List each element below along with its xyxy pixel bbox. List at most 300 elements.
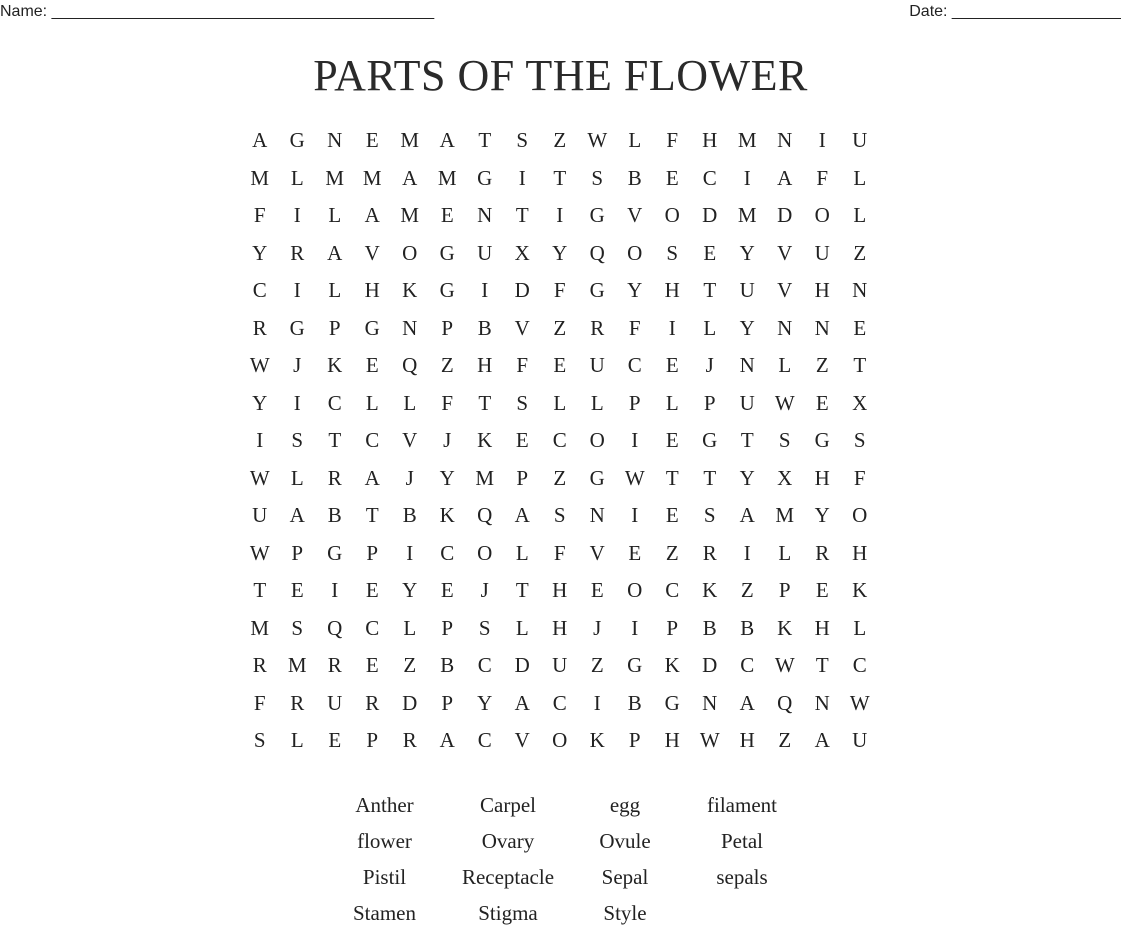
- grid-letter[interactable]: W: [849, 690, 870, 715]
- grid-letter[interactable]: O: [627, 240, 643, 265]
- name-field[interactable]: Name: ___________________________________________: [0, 3, 435, 20]
- grid-letter[interactable]: N: [814, 690, 830, 715]
- grid-letter[interactable]: I: [631, 428, 639, 453]
- grid-letter[interactable]: R: [590, 315, 605, 340]
- grid-letter[interactable]: Z: [553, 315, 567, 340]
- grid-letter[interactable]: E: [365, 128, 379, 153]
- grid-letter[interactable]: C: [552, 428, 567, 453]
- grid-letter[interactable]: M: [325, 165, 345, 190]
- grid-letter[interactable]: H: [814, 278, 830, 303]
- grid-letter[interactable]: A: [814, 728, 830, 753]
- grid-letter[interactable]: G: [589, 278, 605, 303]
- grid-letter[interactable]: C: [252, 278, 267, 303]
- grid-letter[interactable]: T: [365, 503, 379, 528]
- grid-letter[interactable]: N: [402, 315, 418, 340]
- grid-letter[interactable]: E: [815, 578, 829, 603]
- grid-letter[interactable]: R: [327, 653, 342, 678]
- grid-letter[interactable]: R: [815, 540, 830, 565]
- grid-letter[interactable]: P: [441, 690, 454, 715]
- grid-letter[interactable]: W: [774, 390, 795, 415]
- grid-letter[interactable]: K: [664, 653, 680, 678]
- grid-letter[interactable]: E: [665, 428, 679, 453]
- grid-letter[interactable]: Y: [814, 503, 830, 528]
- grid-letter[interactable]: I: [743, 165, 751, 190]
- grid-letter[interactable]: M: [737, 203, 757, 228]
- grid-letter[interactable]: P: [441, 615, 454, 640]
- grid-letter[interactable]: J: [593, 615, 602, 640]
- grid-letter[interactable]: F: [441, 390, 454, 415]
- grid-letter[interactable]: E: [590, 578, 604, 603]
- grid-letter[interactable]: A: [777, 165, 793, 190]
- grid-letter[interactable]: I: [256, 428, 264, 453]
- grid-letter[interactable]: E: [328, 728, 342, 753]
- grid-letter[interactable]: H: [552, 578, 568, 603]
- grid-letter[interactable]: U: [252, 503, 268, 528]
- word-list-item: flower: [357, 828, 412, 853]
- grid-letter[interactable]: V: [402, 428, 418, 453]
- grid-letter[interactable]: I: [406, 540, 414, 565]
- grid-letter[interactable]: G: [814, 428, 830, 453]
- grid-letter[interactable]: E: [665, 353, 679, 378]
- grid-letter[interactable]: P: [778, 578, 791, 603]
- grid-letter[interactable]: H: [664, 728, 680, 753]
- grid-letter[interactable]: U: [739, 390, 755, 415]
- grid-letter[interactable]: O: [664, 203, 680, 228]
- grid-letter[interactable]: K: [439, 503, 455, 528]
- grid-letter[interactable]: L: [403, 615, 417, 640]
- grid-letter[interactable]: E: [703, 240, 717, 265]
- grid-letter[interactable]: Y: [739, 465, 755, 490]
- grid-letter[interactable]: A: [289, 503, 305, 528]
- grid-letter[interactable]: U: [589, 353, 605, 378]
- grid-letter[interactable]: T: [515, 203, 529, 228]
- grid-letter[interactable]: M: [775, 503, 795, 528]
- grid-letter[interactable]: M: [737, 128, 757, 153]
- word-list-item: Style: [603, 900, 647, 925]
- grid-letter[interactable]: E: [665, 503, 679, 528]
- grid-letter[interactable]: I: [631, 503, 639, 528]
- grid-letter[interactable]: M: [400, 128, 420, 153]
- grid-letter[interactable]: B: [477, 315, 492, 340]
- grid-letter[interactable]: I: [293, 278, 301, 303]
- grid-letter[interactable]: C: [852, 653, 867, 678]
- grid-letter[interactable]: W: [699, 728, 720, 753]
- grid-letter[interactable]: Q: [777, 690, 793, 715]
- grid-letter[interactable]: N: [702, 690, 718, 715]
- grid-letter[interactable]: V: [777, 240, 793, 265]
- grid-letter[interactable]: I: [293, 390, 301, 415]
- grid-letter[interactable]: Z: [665, 540, 679, 565]
- grid-letter[interactable]: L: [853, 615, 867, 640]
- grid-letter[interactable]: O: [852, 503, 868, 528]
- grid-letter[interactable]: Z: [403, 653, 417, 678]
- grid-letter[interactable]: S: [291, 428, 304, 453]
- grid-letter[interactable]: U: [852, 128, 868, 153]
- grid-letter[interactable]: N: [852, 278, 868, 303]
- grid-letter[interactable]: F: [553, 540, 566, 565]
- grid-letter[interactable]: V: [364, 240, 380, 265]
- grid-letter[interactable]: T: [478, 128, 492, 153]
- word-list-item: filament: [707, 792, 777, 817]
- grid-letter[interactable]: B: [627, 690, 642, 715]
- grid-letter[interactable]: S: [666, 240, 679, 265]
- grid-letter[interactable]: F: [628, 315, 641, 340]
- grid-letter[interactable]: A: [327, 240, 343, 265]
- grid-letter[interactable]: T: [478, 390, 492, 415]
- grid-letter[interactable]: S: [591, 165, 604, 190]
- grid-letter[interactable]: E: [628, 540, 642, 565]
- grid-letter[interactable]: C: [552, 690, 567, 715]
- grid-letter[interactable]: S: [253, 728, 266, 753]
- grid-letter[interactable]: G: [589, 465, 605, 490]
- grid-letter[interactable]: Y: [739, 315, 755, 340]
- grid-letter[interactable]: E: [365, 578, 379, 603]
- grid-letter[interactable]: Y: [402, 578, 418, 603]
- grid-letter[interactable]: V: [627, 203, 643, 228]
- grid-letter[interactable]: Q: [589, 240, 605, 265]
- grid-letter[interactable]: I: [818, 128, 826, 153]
- grid-letter[interactable]: A: [252, 128, 268, 153]
- grid-letter[interactable]: V: [514, 315, 530, 340]
- grid-letter[interactable]: H: [814, 615, 830, 640]
- grid-letter[interactable]: D: [514, 278, 530, 303]
- grid-letter[interactable]: A: [402, 165, 418, 190]
- grid-letter[interactable]: Y: [252, 240, 268, 265]
- grid-letter[interactable]: M: [437, 165, 457, 190]
- grid-letter[interactable]: S: [778, 428, 791, 453]
- grid-letter[interactable]: M: [250, 615, 270, 640]
- grid-letter[interactable]: I: [518, 165, 526, 190]
- grid-letter[interactable]: L: [703, 315, 717, 340]
- grid-letter[interactable]: T: [553, 165, 567, 190]
- grid-letter[interactable]: Q: [402, 353, 418, 378]
- grid-letter[interactable]: E: [853, 315, 867, 340]
- grid-letter[interactable]: G: [439, 240, 455, 265]
- grid-letter[interactable]: T: [740, 428, 754, 453]
- grid-letter[interactable]: T: [703, 465, 717, 490]
- grid-letter[interactable]: W: [249, 353, 270, 378]
- grid-letter[interactable]: A: [364, 203, 380, 228]
- grid-letter[interactable]: A: [739, 690, 755, 715]
- grid-letter[interactable]: M: [250, 165, 270, 190]
- grid-letter[interactable]: A: [364, 465, 380, 490]
- grid-letter[interactable]: Y: [552, 240, 568, 265]
- grid-letter[interactable]: T: [703, 278, 717, 303]
- grid-letter[interactable]: P: [366, 540, 379, 565]
- grid-letter[interactable]: B: [402, 503, 417, 528]
- grid-letter[interactable]: P: [291, 540, 304, 565]
- grid-letter[interactable]: L: [590, 390, 604, 415]
- grid-letter[interactable]: V: [589, 540, 605, 565]
- grid-letter[interactable]: A: [514, 503, 530, 528]
- grid-letter[interactable]: C: [440, 540, 455, 565]
- grid-letter[interactable]: E: [553, 353, 567, 378]
- grid-letter[interactable]: H: [814, 465, 830, 490]
- grid-letter[interactable]: P: [666, 615, 679, 640]
- grid-letter[interactable]: G: [627, 653, 643, 678]
- grid-letter[interactable]: K: [702, 578, 718, 603]
- grid-letter[interactable]: M: [475, 465, 495, 490]
- grid-letter[interactable]: C: [365, 615, 380, 640]
- grid-letter[interactable]: E: [290, 578, 304, 603]
- grid-letter[interactable]: I: [593, 690, 601, 715]
- grid-letter[interactable]: G: [664, 690, 680, 715]
- grid-letter[interactable]: I: [743, 540, 751, 565]
- grid-letter[interactable]: J: [405, 465, 414, 490]
- grid-letter[interactable]: C: [365, 428, 380, 453]
- grid-letter[interactable]: B: [702, 615, 717, 640]
- grid-letter[interactable]: E: [365, 653, 379, 678]
- grid-letter[interactable]: N: [327, 128, 343, 153]
- grid-letter[interactable]: T: [853, 353, 867, 378]
- grid-letter[interactable]: N: [777, 128, 793, 153]
- grid-letter[interactable]: O: [477, 540, 493, 565]
- grid-letter[interactable]: K: [852, 578, 868, 603]
- grid-letter[interactable]: L: [853, 203, 867, 228]
- grid-letter[interactable]: G: [702, 428, 718, 453]
- word-list-item: Petal: [721, 828, 763, 853]
- grid-letter[interactable]: Z: [553, 465, 567, 490]
- grid-letter[interactable]: B: [740, 615, 755, 640]
- grid-letter[interactable]: G: [439, 278, 455, 303]
- grid-letter[interactable]: G: [477, 165, 493, 190]
- grid-letter[interactable]: M: [362, 165, 382, 190]
- grid-letter[interactable]: U: [327, 690, 343, 715]
- grid-letter[interactable]: H: [664, 278, 680, 303]
- grid-letter[interactable]: K: [402, 278, 418, 303]
- grid-letter[interactable]: I: [293, 203, 301, 228]
- grid-letter[interactable]: Q: [477, 503, 493, 528]
- grid-letter[interactable]: S: [291, 615, 304, 640]
- grid-letter[interactable]: Z: [815, 353, 829, 378]
- grid-letter[interactable]: G: [289, 128, 305, 153]
- grid-letter[interactable]: G: [589, 203, 605, 228]
- grid-letter[interactable]: S: [853, 428, 866, 453]
- grid-letter[interactable]: Y: [252, 390, 268, 415]
- grid-letter[interactable]: D: [702, 653, 718, 678]
- grid-letter[interactable]: S: [516, 128, 529, 153]
- grid-letter[interactable]: W: [249, 465, 270, 490]
- grid-letter[interactable]: S: [516, 390, 529, 415]
- grid-letter[interactable]: G: [327, 540, 343, 565]
- grid-letter[interactable]: P: [366, 728, 379, 753]
- grid-letter[interactable]: L: [403, 390, 417, 415]
- grid-letter[interactable]: C: [702, 165, 717, 190]
- word-list: [322, 787, 803, 931]
- grid-letter[interactable]: L: [553, 390, 567, 415]
- grid-letter[interactable]: N: [477, 203, 493, 228]
- grid-letter[interactable]: D: [777, 203, 793, 228]
- grid-letter[interactable]: O: [552, 728, 568, 753]
- grid-letter[interactable]: E: [665, 165, 679, 190]
- grid-letter[interactable]: R: [252, 653, 267, 678]
- grid-letter[interactable]: C: [740, 653, 755, 678]
- grid-letter[interactable]: F: [666, 128, 679, 153]
- grid-letter[interactable]: W: [624, 465, 645, 490]
- grid-letter[interactable]: L: [365, 390, 379, 415]
- grid-letter[interactable]: L: [778, 353, 792, 378]
- grid-letter[interactable]: P: [328, 315, 341, 340]
- grid-letter[interactable]: L: [290, 728, 304, 753]
- word-list-item: Stamen: [353, 900, 416, 925]
- grid-letter[interactable]: O: [589, 428, 605, 453]
- grid-letter[interactable]: D: [514, 653, 530, 678]
- grid-letter[interactable]: V: [514, 728, 530, 753]
- grid-letter[interactable]: F: [253, 203, 266, 228]
- grid-letter[interactable]: J: [443, 428, 452, 453]
- grid-letter[interactable]: H: [702, 128, 718, 153]
- grid-letter[interactable]: R: [327, 465, 342, 490]
- word-list-item: Ovule: [599, 828, 651, 853]
- grid-letter[interactable]: K: [477, 428, 493, 453]
- grid-letter[interactable]: A: [439, 728, 455, 753]
- grid-letter[interactable]: X: [852, 390, 868, 415]
- grid-letter[interactable]: L: [328, 278, 342, 303]
- grid-letter[interactable]: R: [290, 240, 305, 265]
- grid-letter[interactable]: F: [253, 690, 266, 715]
- grid-letter[interactable]: R: [290, 690, 305, 715]
- page-title: PARTS OF THE FLOWER: [313, 51, 808, 100]
- grid-letter[interactable]: Y: [439, 465, 455, 490]
- grid-letter[interactable]: L: [290, 465, 304, 490]
- grid-letter[interactable]: K: [777, 615, 793, 640]
- grid-letter[interactable]: A: [439, 128, 455, 153]
- grid-letter[interactable]: Y: [627, 278, 643, 303]
- grid-letter[interactable]: J: [293, 353, 302, 378]
- grid-letter[interactable]: V: [777, 278, 793, 303]
- grid-letter[interactable]: E: [815, 390, 829, 415]
- grid-letter[interactable]: G: [364, 315, 380, 340]
- grid-letter[interactable]: Z: [590, 653, 604, 678]
- grid-letter[interactable]: R: [702, 540, 717, 565]
- grid-letter[interactable]: Z: [740, 578, 754, 603]
- grid-letter[interactable]: M: [287, 653, 307, 678]
- grid-letter[interactable]: E: [440, 578, 454, 603]
- grid-letter[interactable]: Y: [477, 690, 493, 715]
- grid-letter[interactable]: U: [852, 728, 868, 753]
- grid-letter[interactable]: N: [814, 315, 830, 340]
- grid-letter[interactable]: W: [587, 128, 608, 153]
- grid-letter[interactable]: R: [252, 315, 267, 340]
- grid-letter[interactable]: L: [328, 203, 342, 228]
- grid-letter[interactable]: L: [290, 165, 304, 190]
- grid-letter[interactable]: A: [739, 503, 755, 528]
- grid-letter[interactable]: Z: [853, 240, 867, 265]
- grid-letter[interactable]: F: [816, 165, 829, 190]
- grid-letter[interactable]: Z: [553, 128, 567, 153]
- grid-letter[interactable]: X: [777, 465, 793, 490]
- grid-letter[interactable]: L: [778, 540, 792, 565]
- grid-letter[interactable]: Z: [440, 353, 454, 378]
- grid-letter[interactable]: Y: [739, 240, 755, 265]
- grid-letter[interactable]: H: [477, 353, 493, 378]
- grid-letter[interactable]: I: [631, 615, 639, 640]
- grid-letter[interactable]: D: [702, 203, 718, 228]
- grid-letter[interactable]: X: [514, 240, 530, 265]
- grid-letter[interactable]: I: [556, 203, 564, 228]
- grid-letter[interactable]: C: [477, 653, 492, 678]
- grid-letter[interactable]: H: [852, 540, 868, 565]
- grid-letter[interactable]: A: [514, 690, 530, 715]
- grid-letter[interactable]: B: [627, 165, 642, 190]
- grid-letter[interactable]: N: [589, 503, 605, 528]
- grid-letter[interactable]: E: [365, 353, 379, 378]
- grid-letter[interactable]: L: [628, 128, 642, 153]
- grid-letter[interactable]: W: [249, 540, 270, 565]
- grid-letter[interactable]: B: [327, 503, 342, 528]
- grid-letter[interactable]: P: [628, 390, 641, 415]
- grid-letter[interactable]: W: [774, 653, 795, 678]
- grid-letter[interactable]: C: [477, 728, 492, 753]
- grid-letter[interactable]: E: [515, 428, 529, 453]
- grid-letter[interactable]: U: [814, 240, 830, 265]
- grid-letter[interactable]: R: [402, 728, 417, 753]
- grid-letter[interactable]: I: [481, 278, 489, 303]
- grid-letter[interactable]: H: [739, 728, 755, 753]
- grid-letter[interactable]: J: [480, 578, 489, 603]
- grid-letter[interactable]: K: [327, 353, 343, 378]
- grid-letter[interactable]: G: [289, 315, 305, 340]
- grid-letter[interactable]: E: [440, 203, 454, 228]
- grid-letter[interactable]: S: [478, 615, 491, 640]
- grid-letter[interactable]: Z: [778, 728, 792, 753]
- grid-letter[interactable]: U: [739, 278, 755, 303]
- grid-letter[interactable]: I: [668, 315, 676, 340]
- grid-letter[interactable]: S: [553, 503, 566, 528]
- grid-letter[interactable]: L: [515, 615, 529, 640]
- grid-letter[interactable]: L: [665, 390, 679, 415]
- grid-letter[interactable]: O: [402, 240, 418, 265]
- grid-letter[interactable]: T: [665, 465, 679, 490]
- grid-letter[interactable]: F: [516, 353, 529, 378]
- grid-letter[interactable]: P: [703, 390, 716, 415]
- grid-letter[interactable]: I: [331, 578, 339, 603]
- grid-letter[interactable]: R: [365, 690, 380, 715]
- grid-letter[interactable]: C: [627, 353, 642, 378]
- grid-letter[interactable]: J: [705, 353, 714, 378]
- grid-letter[interactable]: N: [777, 315, 793, 340]
- grid-letter[interactable]: T: [253, 578, 267, 603]
- grid-letter[interactable]: K: [589, 728, 605, 753]
- grid-letter[interactable]: P: [441, 315, 454, 340]
- grid-letter[interactable]: M: [400, 203, 420, 228]
- grid-letter[interactable]: N: [739, 353, 755, 378]
- grid-letter[interactable]: F: [853, 465, 866, 490]
- grid-letter[interactable]: B: [440, 653, 455, 678]
- word-list-item: Stigma: [478, 900, 538, 925]
- grid-letter[interactable]: Q: [327, 615, 343, 640]
- grid-letter[interactable]: L: [853, 165, 867, 190]
- grid-letter[interactable]: H: [364, 278, 380, 303]
- grid-letter[interactable]: O: [814, 203, 830, 228]
- grid-letter[interactable]: C: [665, 578, 680, 603]
- grid-letter[interactable]: C: [327, 390, 342, 415]
- grid-letter[interactable]: D: [402, 690, 418, 715]
- grid-letter[interactable]: O: [627, 578, 643, 603]
- grid-letter[interactable]: S: [703, 503, 716, 528]
- grid-letter[interactable]: F: [553, 278, 566, 303]
- date-field[interactable]: Date: ___________________: [909, 3, 1121, 20]
- grid-letter[interactable]: U: [552, 653, 568, 678]
- grid-letter[interactable]: U: [477, 240, 493, 265]
- grid-letter[interactable]: L: [515, 540, 529, 565]
- grid-letter[interactable]: T: [815, 653, 829, 678]
- grid-letter[interactable]: P: [628, 728, 641, 753]
- grid-letter[interactable]: T: [515, 578, 529, 603]
- grid-letter[interactable]: P: [516, 465, 529, 490]
- grid-letter[interactable]: H: [552, 615, 568, 640]
- grid-letter[interactable]: T: [328, 428, 342, 453]
